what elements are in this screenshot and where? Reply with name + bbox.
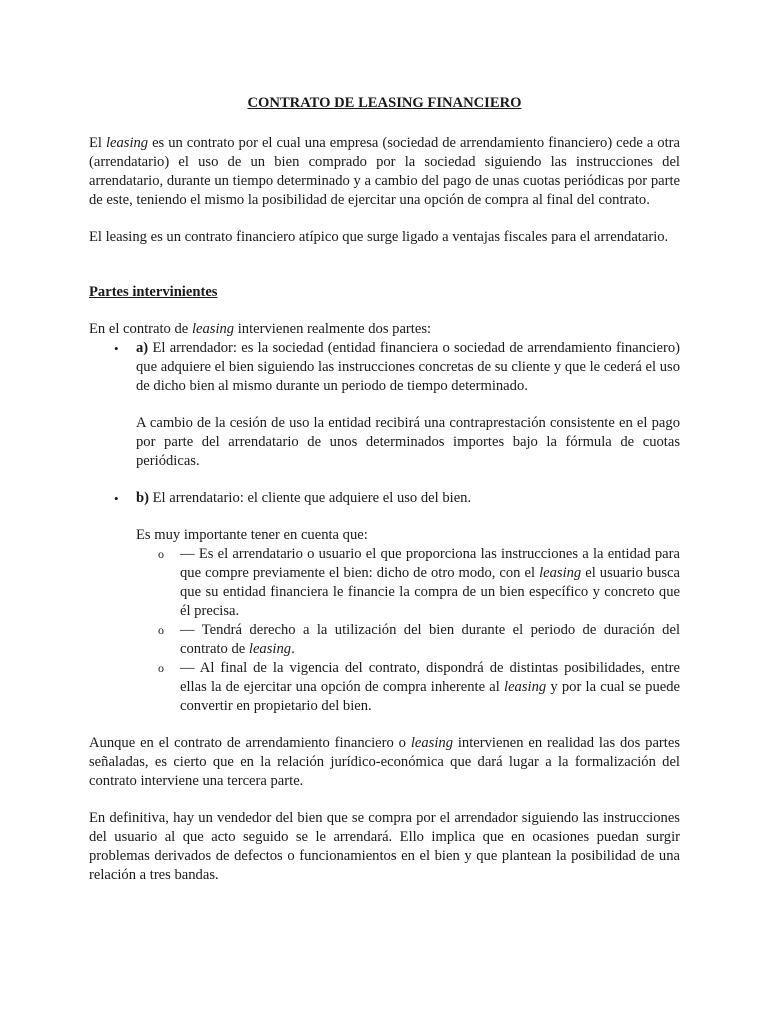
partes-lead-a: En el contrato de: [89, 321, 192, 337]
closing-text-b: intervienen en realidad las dos partes señaladas, es cierto que en la relación jurídico-económica que dará lugar a la formalización del contrato interviene una tercera parte.: [89, 735, 680, 789]
sublist-item: [136, 621, 680, 659]
arrendatario-desc: El arrendatario: el cliente que adquiere el uso del bien.: [148, 490, 472, 506]
arrendador-extra: A cambio de la cesión de uso la entidad recibirá una contraprestación consistente en el pago por parte del arrendatario de unos determinados importes bajo la fórmula de cuotas periódicas.: [136, 415, 680, 469]
closing-paragraph-2: En definitiva, hay un vendedor del bien que se compra por el arrendador siguiendo las instrucciones del usuario al que acto seguido se le arrendará. Ello implica que en ocasiones puedan surgir problemas derivados de defectos o funcionamientos en el bien y que plantean la posibilidad de una relación a tres bandas.: [89, 810, 680, 883]
arrendador-text: [136, 339, 680, 396]
arrendatario-sublist: [136, 545, 680, 716]
closing-paragraph-1: [89, 734, 680, 791]
closing-term: leasing: [410, 735, 453, 751]
sub-text: el usuario busca que su entidad financiera le financie la compra de un bien específico y concreto que él precisa.: [180, 565, 681, 619]
sub-text: .: [291, 641, 295, 657]
sub-text: — Es el arrendatario o usuario el que proporciona las instrucciones a la entidad para que compre previamente el bien: dicho de otro modo, con el: [180, 546, 680, 581]
intro-text-a: El: [89, 135, 106, 151]
closing-text-a: Aunque en el contrato de arrendamiento financiero o: [89, 735, 411, 751]
sublist-item: [136, 545, 680, 621]
sub-term: leasing: [504, 679, 547, 695]
sub-text: — Al final de la vigencia del contrato, dispondrá de distintas posibilidades, entre ellas la de ejercitar una opción de compra inherente al: [180, 660, 680, 695]
list-item-arrendador: [89, 339, 680, 471]
bullet-marker: •: [114, 341, 119, 356]
sub-term: leasing: [248, 641, 292, 657]
arrendatario-extra: Es muy importante tener en cuenta que:: [136, 527, 368, 543]
section-heading-partes: Partes intervinientes: [89, 284, 218, 300]
bullet-marker: •: [114, 491, 119, 506]
partes-lead-b: intervienen realmente dos partes:: [234, 321, 432, 337]
document-title: CONTRATO DE LEASING FINANCIERO: [247, 95, 522, 111]
circle-marker: o: [158, 623, 164, 637]
item-label-b: b): [136, 490, 149, 506]
arrendador-desc: El arrendador: es la sociedad (entidad financiera o sociedad de arrendamiento financiero) que adquiere el bien siguiendo las instrucciones concretas de su cliente y que le cederá el uso de dicho bien al mismo durante un periodo de tiempo determinado.: [136, 340, 680, 394]
circle-marker: o: [158, 547, 164, 561]
partes-list: [89, 339, 680, 716]
arrendatario-text: [136, 489, 680, 508]
list-item-arrendatario: [89, 489, 680, 716]
intro-paragraph-1: [89, 134, 680, 210]
intro-paragraph-2: El leasing es un contrato financiero atípico que surge ligado a ventajas fiscales para el arrendatario.: [89, 229, 669, 245]
sublist-item: [136, 659, 680, 716]
partes-lead-term: leasing: [191, 321, 235, 337]
sub-term: leasing: [539, 565, 582, 581]
sub-text: y por la cual se puede convertir en propietario del bien.: [180, 679, 680, 714]
intro-text-b: es un contrato por el cual una empresa (sociedad de arrendamiento financiero) cede a otra (arrendatario) el uso de un bien comprado por la sociedad siguiendo las instrucciones del arrendatario, durante un tiempo determinado y a cambio del pago de unas cuotas periódicas por parte de este, teniendo el mismo la posibilidad de ejercitar una opción de compra al final del contrato.: [89, 135, 680, 208]
sub-text: — Tendrá derecho a la utilización del bien durante el periodo de duración del contrato de: [180, 622, 680, 657]
circle-marker: o: [158, 661, 164, 675]
intro-term: leasing: [105, 135, 149, 151]
partes-lead: [89, 320, 680, 339]
item-label-a: a): [136, 340, 149, 356]
